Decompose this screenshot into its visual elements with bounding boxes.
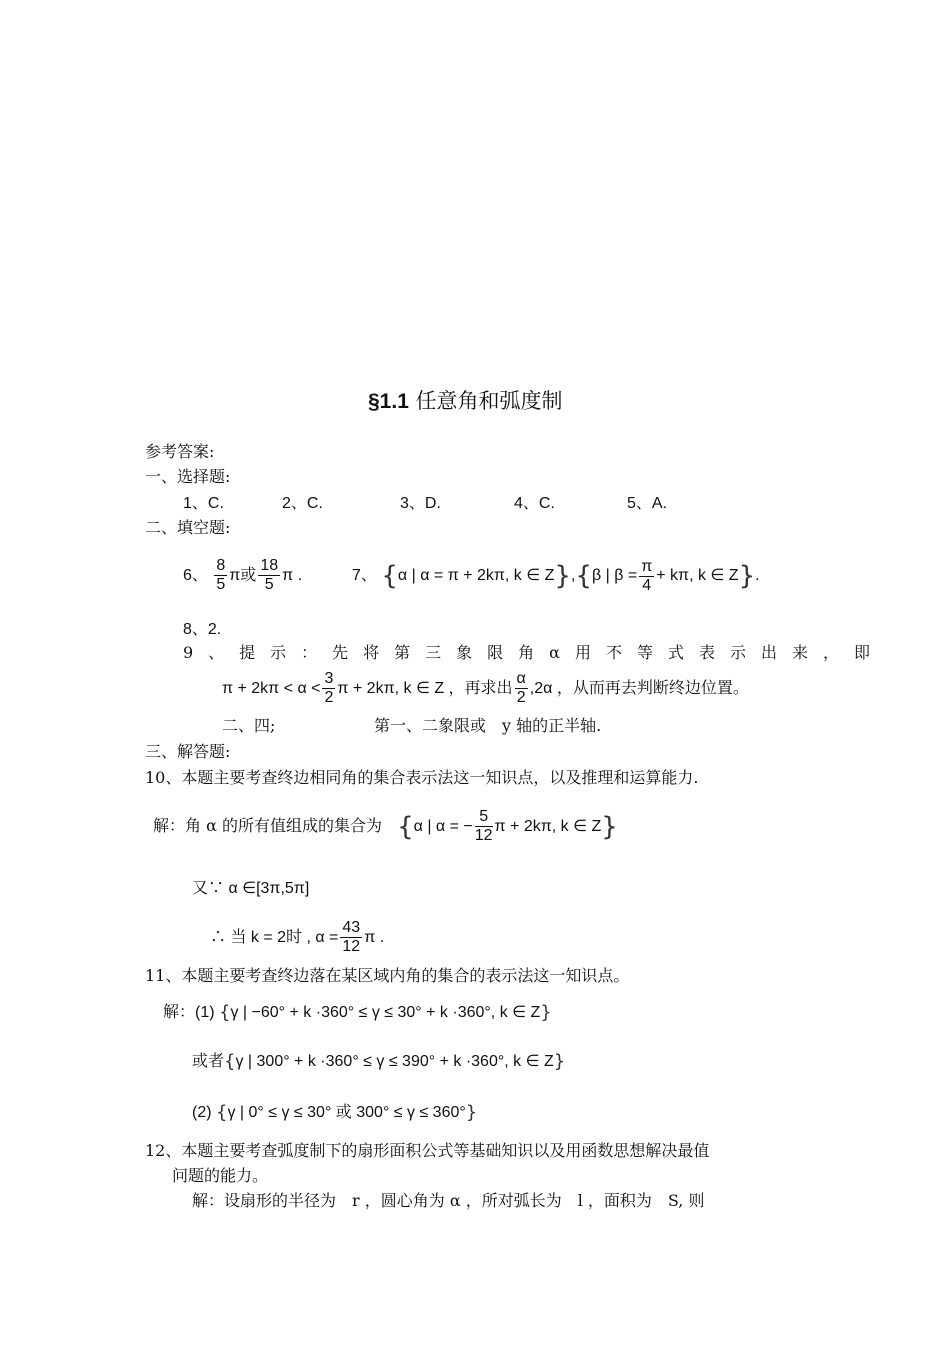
section-solution-heading: 三、解答题: [145, 742, 231, 761]
q7-fraction: $\frac{\pi}{4}$ [641, 557, 653, 594]
q10-solution: 解：角 α 的所有值组成的集合为 {α | α = − $\frac{5}{12}$ π + 2kπ, k ∈ Z} [153, 808, 618, 845]
answer-q9-hint: 9、提示：先将第三象限角α用不等式表示出来，即 [183, 643, 885, 662]
q10-result-fraction: $\frac{43}{12}$ [342, 919, 361, 956]
answer-q7: 7、 {α | α = π + 2kπ, k ∈ Z},{β | β = $\frac{\pi}{4}$ + kπ, k ∈ Z}. [352, 557, 760, 594]
q12-intro-line-2: 问题的能力。 [172, 1166, 269, 1185]
q6-fraction-2: $\frac{18}{5}$ [260, 557, 279, 594]
q11-solution-1: 解：(1) {γ | −60° + k ·360° ≤ γ ≤ 30° + k ·360°, k ∈ Z} [163, 1002, 552, 1023]
q10-result: ∴ 当 k = 2时 , α = $\frac{43}{12}$ π . [210, 919, 385, 956]
answer-q9-inequality: π + 2kπ < α < $\frac{3}{2}$ π + 2kπ, k ∈ Z ，再求出 $\frac{\alpha}{2}$ ,2α ，从而再去判断终边位置。 [222, 670, 749, 707]
section-number: §1.1 [368, 390, 409, 413]
q10-fraction: $\frac{5}{12}$ [474, 808, 493, 845]
q7-set-2-pre: β | β = [591, 567, 638, 585]
q12-solution: 解：设扇形的半径为 r ，圆心角为 α ，所对弧长为 l ，面积为 S, 则 [192, 1191, 705, 1210]
answer-q6 [183, 556, 302, 596]
q9-fraction-2: $\frac{\alpha}{2}$ [516, 670, 526, 707]
reference-answer-heading: 参考答案: [145, 442, 215, 461]
q7-set-1: α | α = π + 2kπ, k ∈ Z [397, 567, 555, 585]
q10-condition: 又∵ α ∈[3π,5π] [192, 880, 310, 897]
choice-answer: 5、A. [627, 495, 668, 512]
q11-alternative: 或者{γ | 300° + k ·360° ≤ γ ≤ 390° + k ·360°, k ∈ Z} [192, 1050, 566, 1072]
q12-intro-line-1: 12、本题主要考查弧度制下的扇形面积公式等基础知识以及用函数思想解决最值 [145, 1141, 710, 1160]
q9-fraction-1: $\frac{3}{2}$ [324, 670, 334, 707]
answer-q9-result-a: 二、四; [222, 716, 276, 735]
section-title: 任意角和弧度制 [415, 389, 563, 413]
choice-answer: 4、C. [514, 495, 555, 512]
q7-set-2-post: + kπ, k ∈ Z [656, 567, 739, 585]
section-choice-heading: 一、选择题: [145, 467, 231, 486]
q6-fraction-1: $\frac{8}{5}$ [216, 557, 226, 594]
choice-answer: 2、C. [282, 495, 323, 512]
q6-end: π . [282, 567, 303, 584]
page-title [368, 391, 563, 412]
q10-intro: 10、本题主要考查终边相同角的集合表示法这一知识点，以及推理和运算能力. [145, 768, 699, 787]
answer-q8: 8、2. [183, 621, 222, 638]
q6-label: 6、 [183, 567, 208, 584]
choice-answer: 3、D. [400, 495, 441, 512]
choice-answer: 1、C. [183, 495, 224, 512]
q11-solution-2: (2) {γ | 0° ≤ γ ≤ 30° 或 300° ≤ γ ≤ 360°} [192, 1102, 478, 1123]
section-fill-heading: 二、填空题: [145, 518, 231, 537]
q7-label: 7、 [352, 567, 377, 585]
q11-intro: 11、本题主要考查终边落在某区域内角的集合的表示法这一知识点。 [145, 966, 630, 985]
answer-q9-result-b: 第一、二象限或 y 轴的正半轴. [374, 716, 602, 735]
q6-mid: π或 [229, 567, 257, 584]
